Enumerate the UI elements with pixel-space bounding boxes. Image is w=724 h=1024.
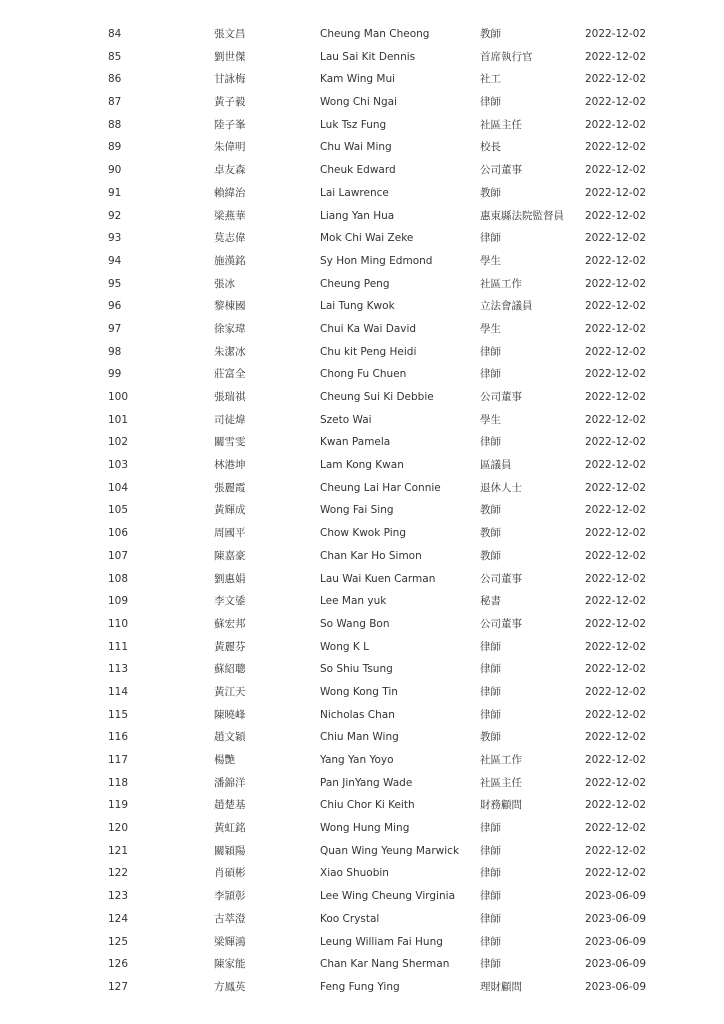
occupation: 財務顧問 — [480, 799, 522, 812]
row-number: 87 — [108, 96, 122, 109]
row-number: 113 — [108, 663, 129, 676]
row-number: 85 — [108, 50, 122, 63]
table-row — [0, 908, 724, 931]
occupation: 公司董事 — [480, 164, 522, 177]
table-row — [0, 318, 724, 341]
row-number: 101 — [108, 413, 129, 426]
row-number: 123 — [108, 890, 129, 903]
table-row — [0, 295, 724, 318]
chinese-name: 黃子毅 — [214, 96, 246, 109]
occupation: 教師 — [480, 28, 501, 40]
date: 2022-12-02 — [585, 459, 647, 472]
row-number: 97 — [108, 322, 122, 335]
occupation: 公司董事 — [480, 391, 522, 403]
row-number: 92 — [108, 209, 122, 222]
date: 2022-12-02 — [585, 141, 647, 154]
row-number: 119 — [108, 799, 129, 812]
chinese-name: 黃輝成 — [214, 504, 246, 517]
date: 2022-12-02 — [585, 322, 647, 335]
date: 2022-12-02 — [585, 595, 647, 608]
date: 2022-12-02 — [585, 96, 647, 109]
english-name: Chong Fu Chuen — [320, 368, 407, 381]
table-row — [0, 250, 724, 273]
english-name: Cheung Lai Har Connie — [320, 481, 441, 494]
table-row — [0, 431, 724, 454]
occupation: 社區工作 — [480, 754, 522, 766]
date: 2023-06-09 — [585, 935, 647, 948]
date: 2022-12-02 — [585, 232, 647, 245]
date: 2022-12-02 — [585, 118, 647, 131]
row-number: 99 — [108, 368, 122, 381]
occupation: 律師 — [480, 822, 501, 835]
chinese-name: 周國平 — [214, 527, 246, 540]
chinese-name: 張冰 — [214, 277, 235, 290]
chinese-name: 關穎陽 — [214, 844, 246, 857]
chinese-name: 潘錦洋 — [214, 776, 246, 789]
occupation: 律師 — [480, 640, 501, 653]
occupation: 學生 — [480, 413, 501, 426]
date: 2022-12-02 — [585, 844, 647, 857]
chinese-name: 甘詠梅 — [214, 73, 246, 86]
english-name: Nicholas Chan — [320, 708, 395, 721]
chinese-name: 古萃澄 — [214, 912, 246, 925]
english-name: Wong K L — [320, 640, 369, 653]
date: 2022-12-02 — [585, 368, 647, 381]
chinese-name: 黎棟國 — [214, 300, 246, 313]
date: 2022-12-02 — [585, 300, 647, 313]
row-number: 115 — [108, 708, 129, 721]
row-number: 100 — [108, 391, 129, 403]
english-name: Kwan Pamela — [320, 436, 391, 449]
english-name: So Wang Bon — [320, 617, 390, 630]
occupation: 律師 — [480, 867, 501, 880]
english-name: Wong Chi Ngai — [320, 96, 397, 109]
occupation: 律師 — [480, 96, 501, 109]
occupation: 律師 — [480, 436, 501, 449]
chinese-name: 梁燕華 — [214, 209, 246, 222]
row-number: 107 — [108, 549, 129, 562]
english-name: Cheuk Edward — [320, 164, 396, 177]
english-name: Lee Wing Cheung Virginia — [320, 890, 455, 903]
english-name: Liang Yan Hua — [320, 209, 395, 222]
chinese-name: 趙楚基 — [214, 799, 246, 812]
date: 2022-12-02 — [585, 776, 647, 789]
date: 2022-12-02 — [585, 436, 647, 449]
table-row — [0, 363, 724, 386]
occupation: 律師 — [480, 232, 501, 245]
occupation: 律師 — [480, 912, 501, 925]
occupation: 律師 — [480, 890, 501, 903]
english-name: Lai Tung Kwok — [320, 300, 395, 313]
table-row — [0, 91, 724, 114]
date: 2022-12-02 — [585, 504, 647, 517]
date: 2022-12-02 — [585, 663, 647, 676]
english-name: Lee Man yuk — [320, 595, 387, 608]
english-name: Feng Fung Ying — [320, 980, 400, 993]
english-name: So Shiu Tsung — [320, 663, 393, 676]
english-name: Yang Yan Yoyo — [320, 754, 394, 766]
date: 2022-12-02 — [585, 277, 647, 290]
row-number: 126 — [108, 958, 129, 971]
english-name: Luk Tsz Fung — [320, 118, 387, 131]
date: 2022-12-02 — [585, 549, 647, 562]
date: 2023-06-09 — [585, 980, 647, 993]
date: 2023-06-09 — [585, 912, 647, 925]
occupation: 社區主任 — [480, 776, 522, 789]
chinese-name: 劉世傑 — [214, 50, 246, 63]
row-number: 91 — [108, 186, 122, 199]
english-name: Lau Wai Kuen Carman — [320, 572, 436, 585]
english-name: Kam Wing Mui — [320, 73, 396, 86]
table-row — [0, 840, 724, 863]
occupation: 教師 — [480, 549, 501, 562]
chinese-name: 張文昌 — [214, 28, 246, 40]
table-row — [0, 681, 724, 704]
row-number: 110 — [108, 617, 129, 630]
date: 2022-12-02 — [585, 481, 647, 494]
date: 2022-12-02 — [585, 572, 647, 585]
table-row — [0, 817, 724, 840]
chinese-name: 陳曉峰 — [214, 708, 246, 721]
english-name: Chiu Chor Ki Keith — [320, 799, 415, 812]
date: 2022-12-02 — [585, 186, 647, 199]
english-name: Mok Chi Wai Zeke — [320, 232, 414, 245]
row-number: 120 — [108, 822, 129, 835]
occupation: 律師 — [480, 958, 501, 971]
chinese-name: 徐家瑋 — [214, 322, 246, 335]
table-row — [0, 23, 724, 46]
chinese-name: 司徒煒 — [214, 413, 246, 426]
date: 2022-12-02 — [585, 731, 647, 744]
table-row — [0, 885, 724, 908]
table-row — [0, 409, 724, 432]
date: 2022-12-02 — [585, 73, 647, 86]
row-number: 96 — [108, 300, 122, 313]
date: 2022-12-02 — [585, 413, 647, 426]
english-name: Wong Hung Ming — [320, 822, 410, 835]
row-number: 102 — [108, 436, 129, 449]
table-row — [0, 931, 724, 954]
occupation: 首席執行官 — [480, 50, 533, 63]
row-number: 124 — [108, 912, 129, 925]
occupation: 退休人士 — [480, 481, 522, 494]
chinese-name: 黃麗芬 — [214, 640, 246, 653]
chinese-name: 梁輝鴻 — [214, 935, 246, 948]
date: 2022-12-02 — [585, 254, 647, 267]
row-number: 95 — [108, 277, 122, 290]
date: 2022-12-02 — [585, 391, 647, 403]
occupation: 教師 — [480, 504, 501, 517]
table-row — [0, 613, 724, 636]
row-number: 105 — [108, 504, 129, 517]
table-row — [0, 114, 724, 137]
table-row — [0, 568, 724, 591]
table-row — [0, 590, 724, 613]
occupation: 惠東縣法院監督員 — [480, 209, 564, 222]
row-number: 104 — [108, 481, 129, 494]
member-table — [0, 23, 724, 999]
row-number: 118 — [108, 776, 129, 789]
occupation: 公司董事 — [480, 617, 522, 630]
chinese-name: 趙文穎 — [214, 731, 246, 744]
occupation: 社區主任 — [480, 118, 522, 131]
row-number: 122 — [108, 867, 129, 880]
occupation: 教師 — [480, 527, 501, 540]
row-number: 109 — [108, 595, 129, 608]
chinese-name: 莊富全 — [214, 368, 246, 381]
date: 2022-12-02 — [585, 640, 647, 653]
chinese-name: 黃江天 — [214, 685, 246, 698]
chinese-name: 朱潔冰 — [214, 345, 246, 358]
date: 2022-12-02 — [585, 685, 647, 698]
row-number: 114 — [108, 685, 129, 698]
chinese-name: 朱偉明 — [214, 141, 246, 154]
row-number: 86 — [108, 73, 122, 86]
row-number: 103 — [108, 459, 129, 472]
occupation: 理財顧問 — [480, 980, 522, 993]
date: 2022-12-02 — [585, 527, 647, 540]
chinese-name: 張瑞祺 — [214, 391, 246, 403]
chinese-name: 陸子峯 — [214, 118, 246, 131]
english-name: Leung William Fai Hung — [320, 935, 443, 948]
occupation: 律師 — [480, 708, 501, 721]
table-row — [0, 545, 724, 568]
english-name: Quan Wing Yeung Marwick — [320, 844, 460, 857]
occupation: 學生 — [480, 322, 501, 335]
occupation: 校長 — [480, 141, 501, 154]
chinese-name: 蘇宏邦 — [214, 617, 246, 630]
occupation: 律師 — [480, 935, 501, 948]
english-name: Chu Wai Ming — [320, 141, 392, 154]
chinese-name: 蘇紹聰 — [214, 663, 246, 676]
chinese-name: 肖碩彬 — [214, 867, 246, 880]
table-row — [0, 182, 724, 205]
table-row — [0, 273, 724, 296]
occupation: 教師 — [480, 731, 501, 744]
table-row — [0, 976, 724, 999]
english-name: Chiu Man Wing — [320, 731, 399, 744]
occupation: 律師 — [480, 345, 501, 358]
chinese-name: 李頴彰 — [214, 890, 246, 903]
english-name: Koo Crystal — [320, 912, 380, 925]
date: 2022-12-02 — [585, 708, 647, 721]
chinese-name: 方鳳英 — [214, 980, 246, 993]
english-name: Chan Kar Ho Simon — [320, 549, 422, 562]
table-row — [0, 636, 724, 659]
occupation: 公司董事 — [480, 572, 522, 585]
table-row — [0, 862, 724, 885]
english-name: Chan Kar Nang Sherman — [320, 958, 450, 971]
occupation: 區議員 — [480, 459, 512, 472]
table-row — [0, 499, 724, 522]
occupation: 秘書 — [480, 595, 501, 608]
row-number: 125 — [108, 935, 129, 948]
table-row — [0, 454, 724, 477]
table-row — [0, 772, 724, 795]
table-row — [0, 477, 724, 500]
english-name: Szeto Wai — [320, 413, 372, 426]
table-row — [0, 953, 724, 976]
chinese-name: 卓友森 — [214, 164, 246, 177]
date: 2022-12-02 — [585, 617, 647, 630]
table-row — [0, 341, 724, 364]
english-name: Cheung Peng — [320, 277, 390, 290]
english-name: Lai Lawrence — [320, 186, 389, 199]
chinese-name: 陳嘉豪 — [214, 549, 246, 562]
chinese-name: 楊艷 — [214, 754, 235, 766]
table-row — [0, 726, 724, 749]
table-row — [0, 522, 724, 545]
chinese-name: 關雪雯 — [214, 436, 246, 449]
row-number: 116 — [108, 731, 129, 744]
table-row — [0, 658, 724, 681]
row-number: 89 — [108, 141, 122, 154]
table-row — [0, 749, 724, 772]
date: 2022-12-02 — [585, 799, 647, 812]
row-number: 88 — [108, 118, 122, 131]
row-number: 106 — [108, 527, 129, 540]
row-number: 127 — [108, 980, 129, 993]
row-number: 84 — [108, 28, 122, 40]
table-row — [0, 136, 724, 159]
date: 2022-12-02 — [585, 50, 647, 63]
chinese-name: 莫志偉 — [214, 232, 246, 245]
date: 2022-12-02 — [585, 345, 647, 358]
row-number: 93 — [108, 232, 122, 245]
chinese-name: 施漢銘 — [214, 254, 246, 267]
table-row — [0, 704, 724, 727]
date: 2023-06-09 — [585, 890, 647, 903]
table-row — [0, 227, 724, 250]
row-number: 117 — [108, 754, 129, 766]
date: 2022-12-02 — [585, 28, 647, 40]
english-name: Wong Kong Tin — [320, 685, 398, 698]
english-name: Sy Hon Ming Edmond — [320, 254, 433, 267]
row-number: 111 — [108, 640, 129, 653]
occupation: 社工 — [480, 73, 501, 86]
occupation: 律師 — [480, 368, 501, 381]
occupation: 律師 — [480, 663, 501, 676]
occupation: 教師 — [480, 186, 501, 199]
occupation: 社區工作 — [480, 277, 522, 290]
chinese-name: 劉惠娟 — [214, 572, 246, 585]
english-name: Pan JinYang Wade — [320, 776, 413, 789]
english-name: Cheung Sui Ki Debbie — [320, 391, 434, 403]
english-name: Chui Ka Wai David — [320, 322, 417, 335]
chinese-name: 黃虹銘 — [214, 822, 246, 835]
table-row — [0, 46, 724, 69]
english-name: Xiao Shuobin — [320, 867, 389, 880]
occupation: 立法會議員 — [480, 300, 533, 313]
date: 2022-12-02 — [585, 867, 647, 880]
english-name: Chow Kwok Ping — [320, 527, 406, 540]
chinese-name: 賴緯治 — [214, 186, 246, 199]
english-name: Lam Kong Kwan — [320, 459, 404, 472]
occupation: 律師 — [480, 844, 501, 857]
date: 2022-12-02 — [585, 164, 647, 177]
date: 2022-12-02 — [585, 209, 647, 222]
date: 2022-12-02 — [585, 754, 647, 766]
date: 2022-12-02 — [585, 822, 647, 835]
table-row — [0, 794, 724, 817]
row-number: 90 — [108, 164, 122, 177]
chinese-name: 陳家能 — [214, 958, 246, 971]
english-name: Lau Sai Kit Dennis — [320, 50, 416, 63]
row-number: 94 — [108, 254, 122, 267]
table-row — [0, 68, 724, 91]
table-row — [0, 386, 724, 409]
chinese-name: 林港坤 — [214, 459, 246, 472]
row-number: 108 — [108, 572, 129, 585]
english-name: Wong Fai Sing — [320, 504, 394, 517]
english-name: Cheung Man Cheong — [320, 28, 430, 40]
date: 2023-06-09 — [585, 958, 647, 971]
row-number: 121 — [108, 844, 129, 857]
chinese-name: 張麗霞 — [214, 481, 246, 494]
occupation: 學生 — [480, 254, 501, 267]
row-number: 98 — [108, 345, 122, 358]
occupation: 律師 — [480, 685, 501, 698]
table-row — [0, 205, 724, 228]
table-row — [0, 159, 724, 182]
chinese-name: 李文鋈 — [214, 595, 246, 608]
english-name: Chu kit Peng Heidi — [320, 345, 417, 358]
